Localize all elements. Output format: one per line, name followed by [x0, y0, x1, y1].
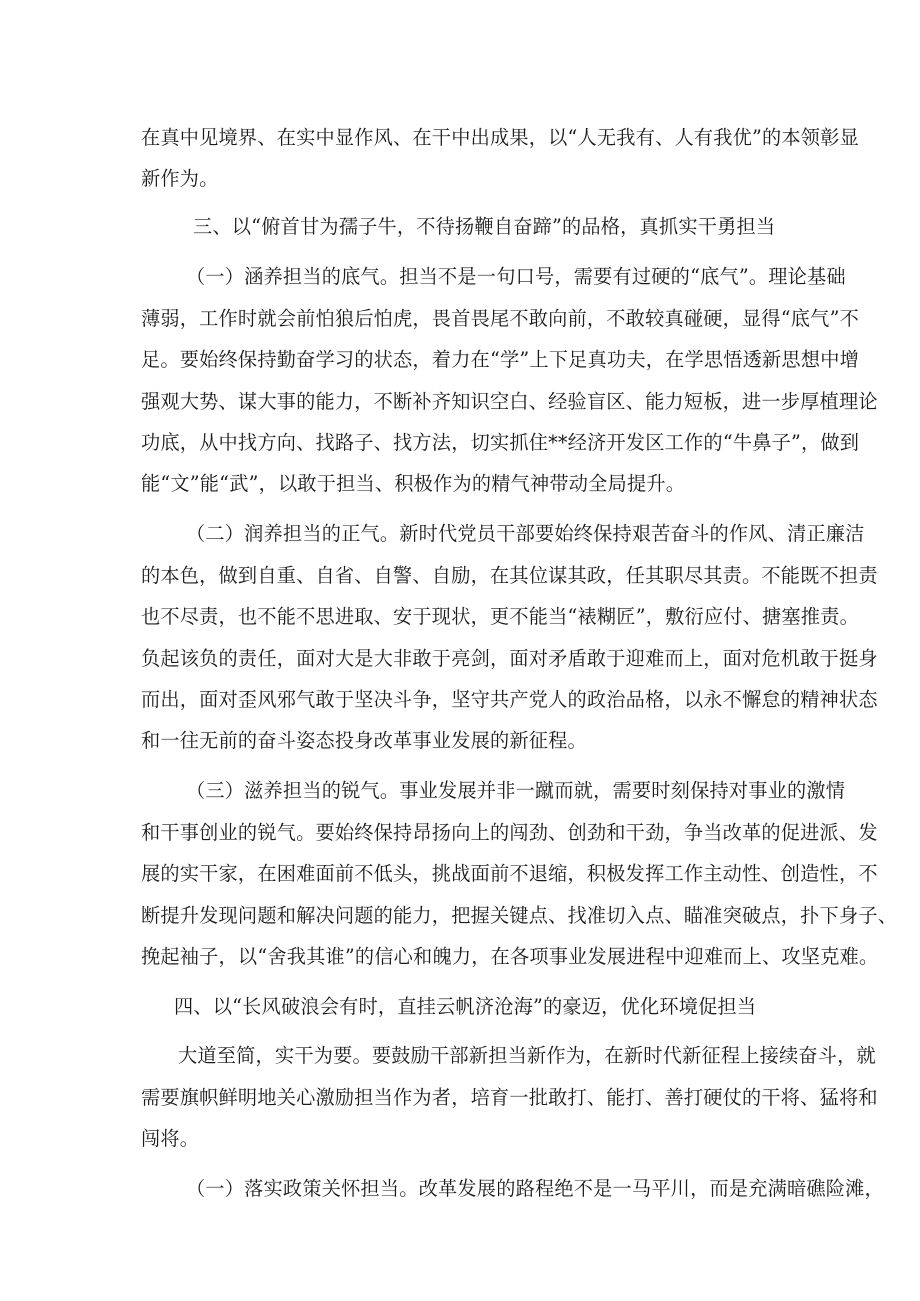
paragraph-line: 负起该负的责任，面对大是大非敢于亮剑，面对矛盾敢于迎难而上，面对危机敢于挺身 [141, 647, 878, 670]
paragraph-line: 而出，面对歪风邪气敢于坚决斗争，坚守共产党人的政治品格，以永不懈怠的精神状态 [141, 688, 878, 711]
paragraph-line: 大道至简，实干为要。要鼓励干部新担当新作为，在新时代新征程上接续奋斗，就 [178, 1044, 876, 1067]
paragraph-line: （三）滋养担当的锐气。事业发展并非一蹴而就，需要时刻保持对事业的激情 [186, 779, 846, 802]
paragraph-line: 展的实干家，在困难面前不低头，挑战面前不退缩，积极发挥工作主动性、创造性，不 [141, 862, 878, 885]
paragraph-line: 闯将。 [141, 1127, 200, 1150]
paragraph-line: 功底，从中找方向、找路子、找方法，切实抓住**经济开发区工作的“牛鼻子”，做到 [141, 431, 860, 454]
paragraph-line: （二）润养担当的正气。新时代党员干部要始终保持艰苦奋斗的作风、清正廉洁 [186, 522, 865, 545]
paragraph-line: （一）涵养担当的底气。担当不是一句口号，需要有过硬的“底气”。理论基础 [186, 265, 846, 288]
paragraph-line: 挽起袖子，以“舍我其谁”的信心和魄力，在各项事业发展进程中迎难而上、攻坚克难。 [141, 945, 879, 968]
paragraph-line: 能“文”能“武”，以敢于担当、积极作为的精气神带动全局提升。 [141, 472, 686, 495]
paragraph-line: 强观大势、谋大事的能力，不断补齐知识空白、经验盲区、能力短板，进一步厚植理论 [141, 390, 878, 413]
paragraph-line: 在真中见境界、在实中显作风、在干中出成果，以“人无我有、人有我优”的本领彰显 [141, 126, 859, 149]
paragraph-line: 薄弱，工作时就会前怕狼后怕虎，畏首畏尾不敢向前，不敢较真碰硬，显得“底气”不 [141, 307, 859, 330]
section-heading-3: 三、以“俯首甘为孺子牛，不待扬鞭自奋蹄”的品格，真抓实干勇担当 [193, 215, 776, 238]
paragraph-line: （一）落实政策关怀担当。改革发展的路程绝不是一马平川，而是充满暗礁险滩， [186, 1177, 884, 1200]
paragraph-line: 和一往无前的奋斗姿态投身改革事业发展的新征程。 [141, 729, 587, 752]
paragraph-line: 需要旗帜鲜明地关心激励担当作为者，培育一批敢打、能打、善打硬仗的干将、猛将和 [141, 1086, 878, 1109]
paragraph-line: 足。要始终保持勤奋学习的状态，着力在“学”上下足真功夫，在学思悟透新思想中增 [141, 348, 859, 371]
paragraph-line: 断提升发现问题和解决问题的能力，把握关键点、找准切入点、瞄准突破点，扑下身子、 [141, 904, 898, 927]
paragraph-line: 的本色，做到自重、自省、自警、自励，在其位谋其政，任其职尽其责。不能既不担责 [141, 564, 878, 587]
section-heading-4: 四、以“长风破浪会有时，直挂云帆济沧海”的豪迈，优化环境促担当 [174, 995, 757, 1018]
paragraph-line: 也不尽责，也不能不思进取、安于现状，更不能当“裱糊匠”，敷衍应付、搪塞推责。 [141, 605, 859, 628]
paragraph-line: 新作为。 [141, 167, 219, 190]
paragraph-line: 和干事创业的锐气。要始终保持昂扬向上的闯劲、创劲和干劲，争当改革的促进派、发 [141, 821, 878, 844]
